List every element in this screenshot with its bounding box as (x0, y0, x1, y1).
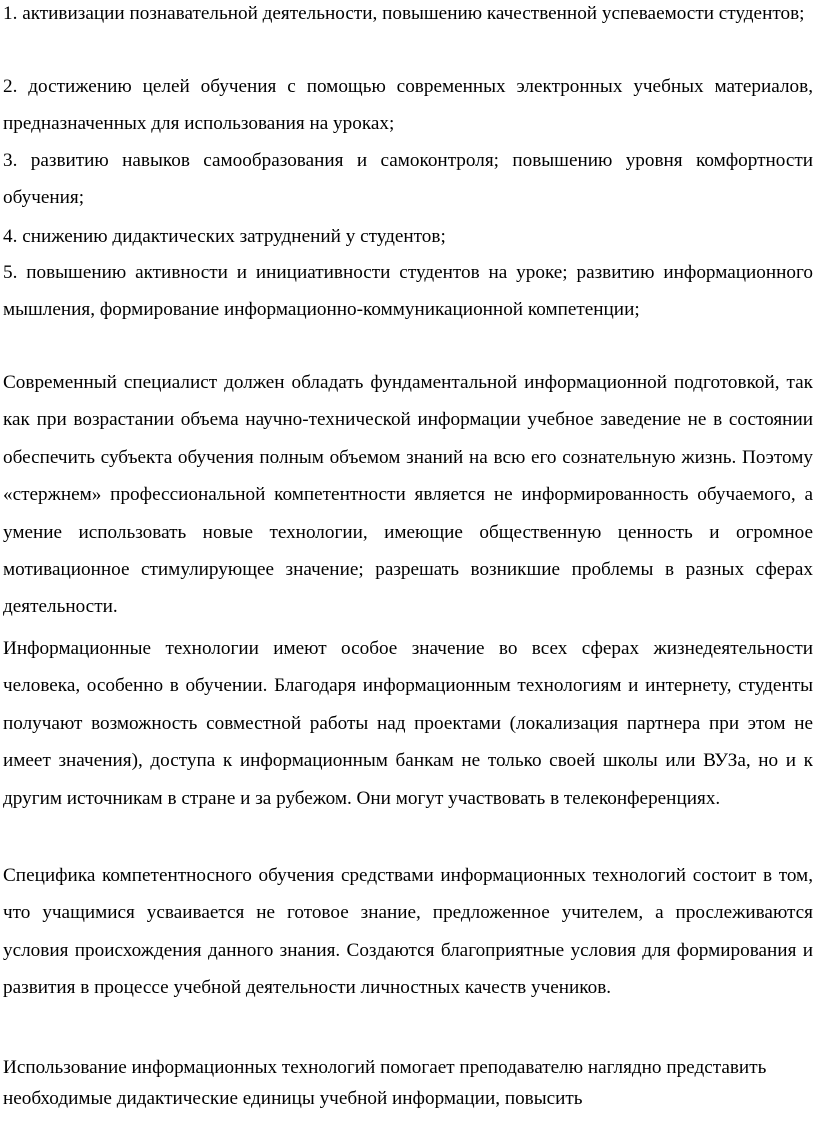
paragraph-information-technologies: Информационные технологии имеют особое значение во всех сферах жизнедеятельности человека, особенно в обучении. Благодаря информационным технологиям и интернету, студенты получают возможность совместной работы над проектами (локализация партнера при этом не имеет значения), доступа к информационным банкам не только своей школы или ВУЗа, но и к другим источникам в стране и за рубежом. Они могут участвовать в телеконференциях. (3, 638, 813, 809)
paragraph-it-usage: Использование информационных технологий помогает преподавателю наглядно представить необходимые дидактические единицы учебной информации, повысить (3, 1057, 767, 1109)
list-item-1: 1. активизации познавательной деятельности, повышению качественной успеваемости студентов; (3, 3, 805, 24)
paragraph-competency-learning: Специфика компетентносного обучения средствами информационных технологий состоит в том, что учащимися усваивается не готовое знание, предложенное учителем, а прослеживаются условия происхождения данного знания. Создаются благоприятные условия для формирования и развития в процессе учебной деятельности личностных качеств учеников. (3, 865, 813, 999)
list-item-4: 4. снижению дидактических затруднений у студентов; (3, 226, 446, 247)
list-item-2: 2. достижению целей обучения с помощью современных электронных учебных материалов, предназначенных для использования на уроках; (3, 76, 813, 135)
list-item-5: 5. повышению активности и инициативности студентов на уроке; развитию информационного мышления, формирование информационно-коммуникационной компетенции; (3, 262, 813, 321)
list-item-3: 3. развитию навыков самообразования и самоконтроля; повышению уровня комфортности обучения; (3, 150, 813, 209)
paragraph-modern-specialist: Современный специалист должен обладать фундаментальной информационной подготовкой, так как при возрастании объема научно-технической информации учебное заведение не в состоянии обеспечить субъекта обучения полным объемом знаний на всю его сознательную жизнь. Поэтому «стержнем» профессиональной компетентности является не информированность обучаемого, а умение использовать новые технологии, имеющие общественную ценность и огромное мотивационное стимулирующее значение; разрешать возникшие проблемы в разных сферах деятельности. (3, 372, 813, 618)
